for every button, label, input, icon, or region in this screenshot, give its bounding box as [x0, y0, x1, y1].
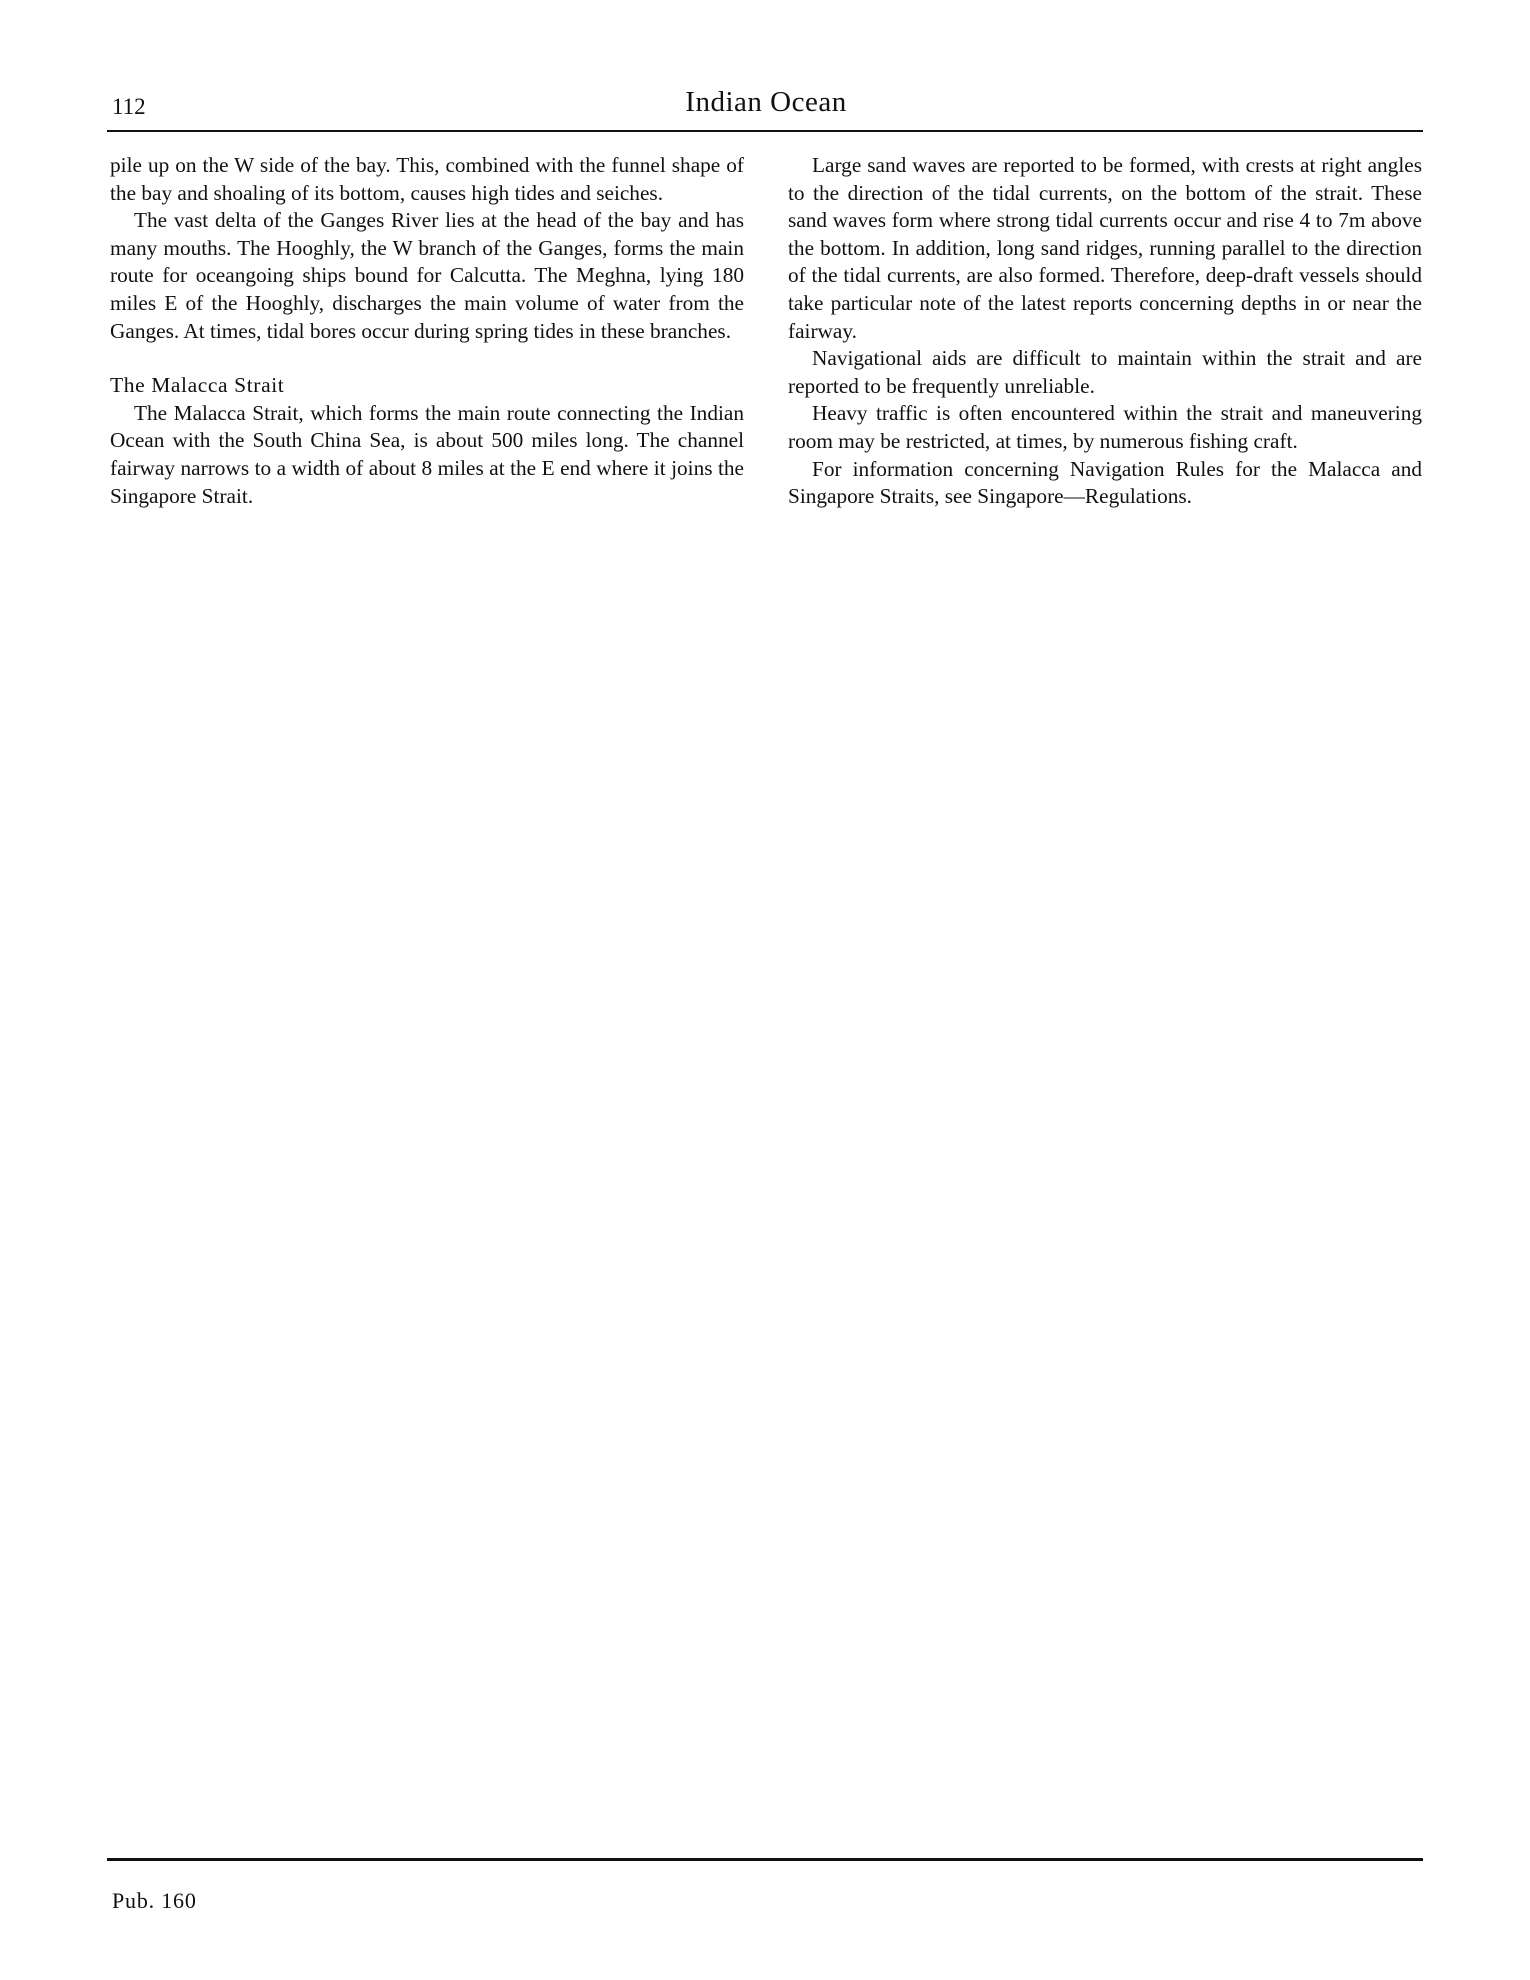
paragraph: Large sand waves are reported to be formed, with crests at right angles to the direction of the tidal currents, on the bottom of the strait. These sand waves form where strong tidal currents occur and rise 4 to 7m above the bottom. In addition, long sand ridges, running parallel to the direction of the tidal currents, are also formed. Therefore, deep-draft vessels should take particular note of the latest reports concerning depths in or near the fairway.: [788, 153, 1422, 343]
paragraph: The vast delta of the Ganges River lies at the head of the bay and has many mouths. The Hooghly, the W branch of the Ganges, forms the main route for oceangoing ships bound for Calcutta. The Meghna, lying 180 miles E of the Hooghly, discharges the main volume of water from the Ganges. At times, tidal bores occur during spring tides in these branches.: [110, 208, 744, 343]
left-column: [110, 152, 744, 510]
paragraph: Heavy traffic is often encountered within the strait and maneuvering room may be restricted, at times, by numerous fishing craft.: [788, 401, 1422, 453]
footer-rule: [107, 1858, 1423, 1861]
publication-footer: Pub. 160: [112, 1888, 197, 1913]
section-heading: The Malacca Strait: [110, 373, 285, 398]
paragraph: Navigational aids are difficult to maintain within the strait and are reported to be frequently unreliable.: [788, 346, 1422, 398]
header-rule: [107, 130, 1423, 132]
page-number: 112: [112, 94, 146, 119]
paragraph: The Malacca Strait, which forms the main route connecting the Indian Ocean with the South China Sea, is about 500 miles long. The channel fairway narrows to a width of about 8 miles at the E end where it joins the Singapore Strait.: [110, 400, 744, 508]
paragraph: pile up on the W side of the bay. This, combined with the funnel shape of the bay and shoaling of its bottom, causes high tides and seiches.: [110, 153, 744, 205]
page-header: [110, 86, 1422, 126]
running-title: Indian Ocean: [685, 86, 847, 118]
right-column: [788, 152, 1422, 511]
paragraph: For information concerning Navigation Rules for the Malacca and Singapore Straits, see Singapore—Regulations.: [788, 456, 1422, 509]
